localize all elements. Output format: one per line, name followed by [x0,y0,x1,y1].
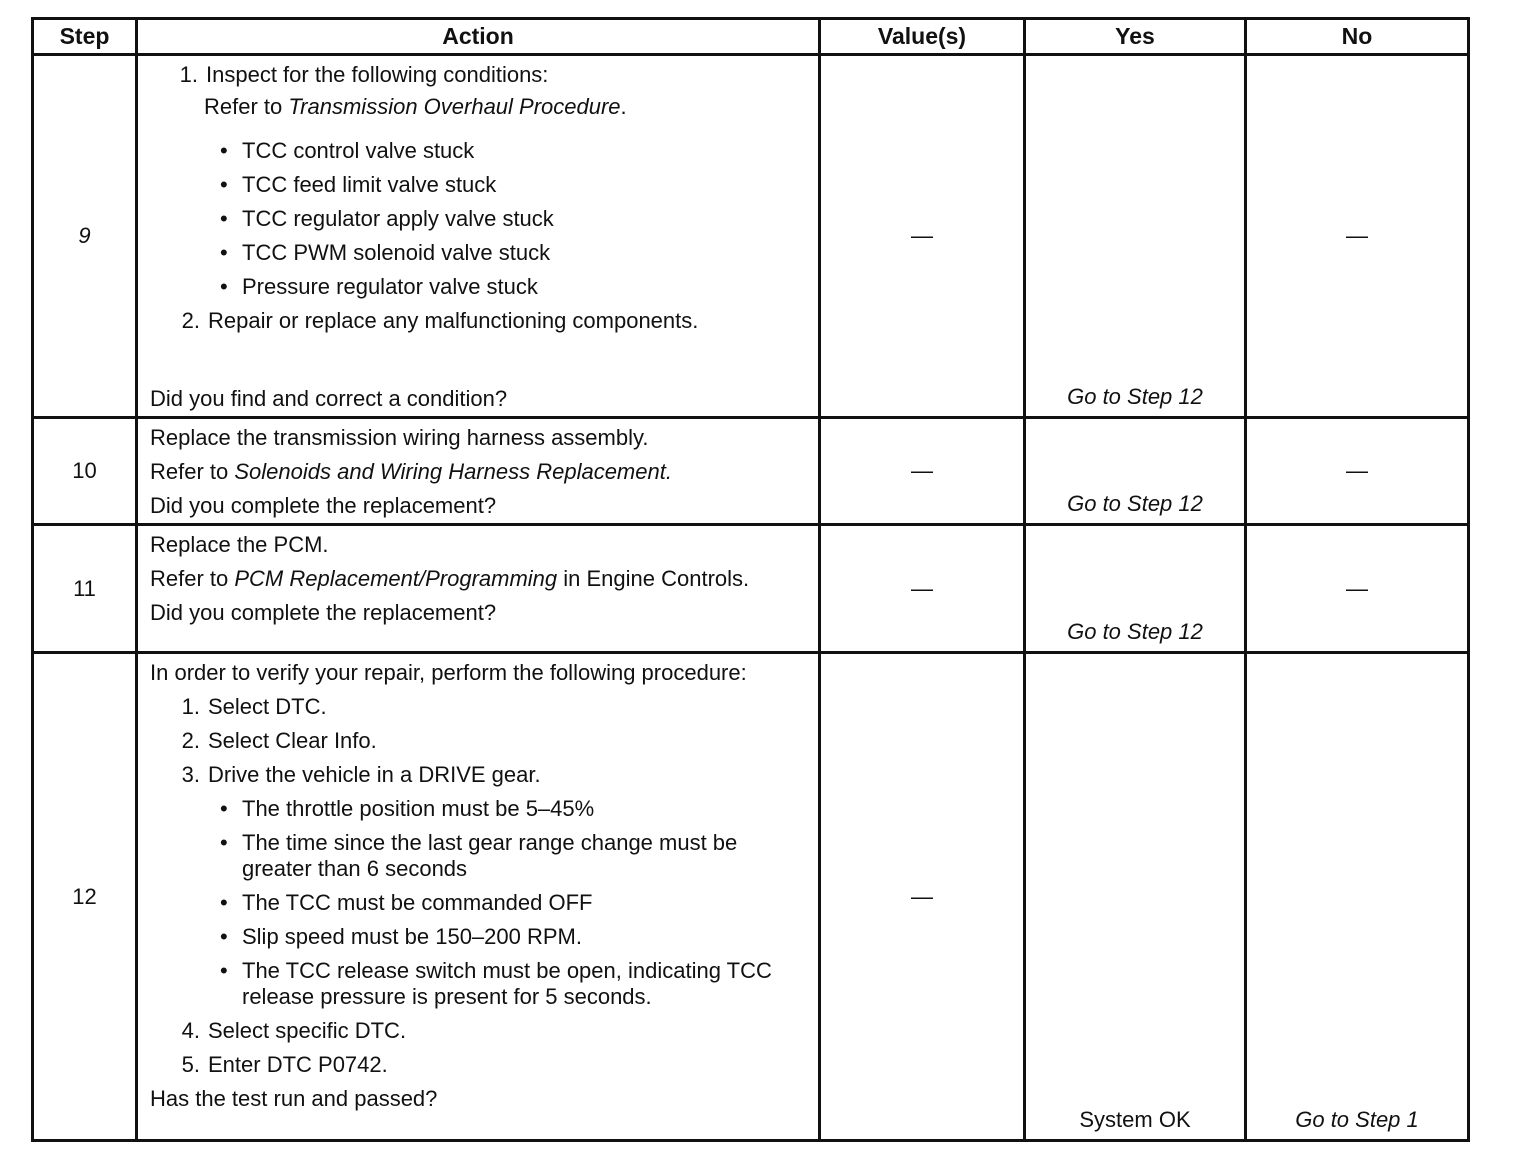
list-item-text: TCC control valve stuck [242,138,475,163]
list-item [150,830,808,882]
bullet-dot: • [220,958,228,983]
header-yes: Yes [1025,19,1246,55]
reference-line [150,94,808,120]
yes-answer: Go to Step 12 [1025,525,1246,653]
list-item-text: The TCC release switch must be open, indicating TCC release pressure is present for 5 seconds. [242,958,772,1009]
step-number: 10 [33,418,137,525]
no-answer: — [1246,418,1469,525]
numbered-item [150,728,808,754]
yes-answer: Go to Step 12 [1025,418,1246,525]
numbered-item [150,308,808,334]
header-no: No [1246,19,1469,55]
item-text: Repair or replace any malfunctioning components. [208,308,699,333]
item-number: 1. [181,694,200,719]
question-text: Did you find and correct a condition? [150,386,508,411]
item-number: 5. [181,1052,200,1077]
item-number: 2. [181,308,200,333]
item-number: 3. [181,762,200,787]
item-number: 1. [179,62,198,87]
table-row [33,653,1469,1141]
action-text: Replace the transmission wiring harness assembly. [150,425,649,450]
value-cell: — [820,418,1025,525]
action-cell [137,653,820,1141]
ref-suffix: in Engine Controls. [557,566,750,591]
numbered-item [150,62,808,88]
yes-answer: Go to Step 12 [1025,55,1246,418]
numbered-item [150,1018,808,1044]
no-answer: — [1246,55,1469,418]
step-number: 11 [33,525,137,653]
step-number: 12 [33,653,137,1141]
list-item-text: The TCC must be commanded OFF [242,890,593,915]
list-item [150,138,808,164]
question-text: Did you complete the replacement? [150,600,497,625]
bullet-dot: • [220,274,228,299]
bullet-dot: • [220,830,228,855]
value-cell: — [820,55,1025,418]
header-row [33,19,1469,55]
table-row [33,525,1469,653]
list-item-text: Pressure regulator valve stuck [242,274,538,299]
ref-prefix: Refer to [204,94,289,119]
diagnostic-table [31,17,1470,1142]
ref-prefix: Refer to [150,459,235,484]
action-cell [137,418,820,525]
ref-title: Solenoids and Wiring Harness Replacement. [234,459,672,484]
reference-line [150,566,808,592]
ref-suffix: . [620,94,627,119]
table-row [33,418,1469,525]
bullet-dot: • [220,138,228,163]
list-item [150,240,808,266]
bullet-dot: • [220,172,228,197]
bullet-dot: • [220,206,228,231]
numbered-item [150,1052,808,1078]
list-item-text: TCC feed limit valve stuck [242,172,497,197]
list-item-text: Slip speed must be 150–200 RPM. [242,924,582,949]
list-item [150,796,808,822]
spacer [150,342,808,386]
action-text: Replace the PCM. [150,532,329,557]
table-row [33,55,1469,418]
list-item [150,172,808,198]
item-text: Select specific DTC. [208,1018,407,1043]
list-item-text: TCC PWM solenoid valve stuck [242,240,551,265]
question-text: Did you complete the replacement? [150,493,497,518]
list-item-text: The time since the last gear range change must be greater than 6 seconds [242,830,738,881]
value-cell: — [820,525,1025,653]
item-number: 2. [181,728,200,753]
ref-title: Transmission Overhaul Procedure [288,94,621,119]
header-action: Action [137,19,820,55]
ref-title: PCM Replacement/Programming [234,566,558,591]
item-text: Enter DTC P0742. [208,1052,388,1077]
action-cell [137,525,820,653]
no-answer: — [1246,525,1469,653]
header-values: Value(s) [820,19,1025,55]
item-number: 4. [181,1018,200,1043]
condition-list [150,138,808,300]
question-text: Has the test run and passed? [150,1086,438,1111]
action-cell [137,55,820,418]
list-item-text: TCC regulator apply valve stuck [242,206,554,231]
yes-answer: System OK [1025,653,1246,1141]
reference-line [150,459,808,485]
list-item [150,206,808,232]
list-item [150,958,808,1010]
numbered-item [150,694,808,720]
list-item [150,924,808,950]
bullet-dot: • [220,796,228,821]
numbered-item [150,762,808,788]
item-text: Drive the vehicle in a DRIVE gear. [208,762,541,787]
no-answer: Go to Step 1 [1246,653,1469,1141]
step-number: 9 [33,55,137,418]
bullet-dot: • [220,240,228,265]
intro-text: In order to verify your repair, perform the following procedure: [150,660,747,685]
item-text: Select Clear Info. [208,728,377,753]
ref-prefix: Refer to [150,566,235,591]
list-item [150,274,808,300]
bullet-dot: • [220,924,228,949]
item-text: Inspect for the following conditions: [206,62,549,87]
list-item [150,890,808,916]
header-step: Step [33,19,137,55]
item-text: Select DTC. [208,694,327,719]
bullet-dot: • [220,890,228,915]
list-item-text: The throttle position must be 5–45% [242,796,595,821]
value-cell: — [820,653,1025,1141]
